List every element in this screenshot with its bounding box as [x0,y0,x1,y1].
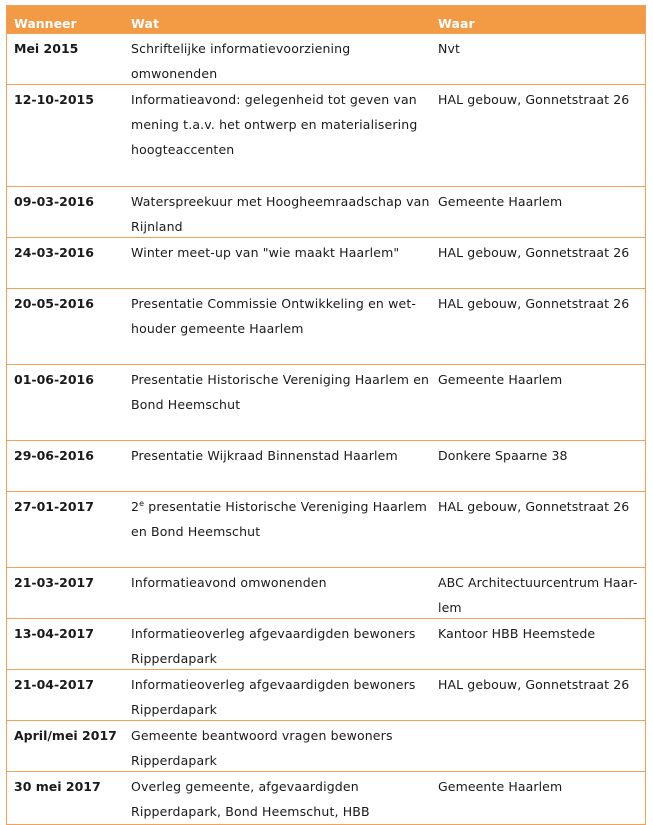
cell-wanneer: 29-06-2016 [14,448,94,463]
cell-wat: Informatieavond: gelegenheid tot geven van mening t.a.v. het ontwerp en materialisering hoogteaccenten [131,92,418,157]
cell-wat [123,492,431,544]
table-row [7,34,645,85]
cell-wanneer: 27-01-2017 [14,499,94,514]
cell-wat: Winter meet-up van "wie maakt Haarlem" [131,245,400,260]
cell-wat: Informatieoverleg afgevaardigden bewoners Ripperdapark [131,677,416,717]
cell-wat: Presentatie Commissie Ontwikkeling en wet-houder gemeente Haarlem [131,296,417,336]
cell-wanneer: 09-03-2016 [14,194,94,209]
cell-wanneer: 30 mei 2017 [14,779,101,794]
cell-waar [431,721,645,723]
table-row [7,568,645,619]
cell-wanneer: 13-04-2017 [14,626,94,641]
cell-waar: ABC Architectuurcentrum Haar-lem [438,575,638,615]
ordinal-suffix: e [139,498,145,508]
cell-waar: HAL gebouw, Gonnetstraat 26 [438,245,630,260]
cell-wanneer: Mei 2015 [14,41,79,56]
cell-waar: Gemeente Haarlem [438,779,563,794]
cell-wat: Presentatie Historische Vereniging Haarlem en Bond Heemschut [131,372,430,412]
cell-wat: Waterspreekuur met Hoogheemraadschap van Rijnland [131,194,430,234]
header-wat: Wat [131,16,160,31]
cell-waar: HAL gebouw, Gonnetstraat 26 [438,677,630,692]
cell-waar: HAL gebouw, Gonnetstraat 26 [438,499,630,514]
cell-wat: Overleg gemeente, afgevaardigden Ripperdapark, Bond Heemschut, HBB [131,779,370,819]
cell-wat: Schriftelijke informatievoorziening omwonenden [131,41,351,81]
table-row [7,721,645,772]
cell-wanneer: 01-06-2016 [14,372,94,387]
cell-waar: Nvt [438,41,460,56]
table-row [7,365,645,441]
header-waar: Waar [438,16,475,31]
cell-wanneer: 12-10-2015 [14,92,94,107]
cell-wat: Informatieoverleg afgevaardigden bewoners Ripperdapark [131,626,416,666]
cell-wat: Informatieavond omwonenden [131,575,327,590]
table-row [7,441,645,492]
cell-wanneer: April/mei 2017 [14,728,117,743]
events-table [6,5,646,825]
table-row [7,289,645,365]
table-row [7,492,645,568]
cell-waar: Donkere Spaarne 38 [438,448,568,463]
header-wanneer: Wanneer [14,16,77,31]
table-row [7,670,645,721]
cell-wanneer: 20-05-2016 [14,296,94,311]
cell-wat: Gemeente beantwoord vragen bewoners Ripperdapark [131,728,393,768]
cell-wat-text: presentatie Historische Vereniging Haarlem en Bond Heemschut [131,499,427,539]
cell-wanneer: 24-03-2016 [14,245,94,260]
cell-wat: Presentatie Wijkraad Binnenstad Haarlem [131,448,398,463]
cell-waar: Gemeente Haarlem [438,194,563,209]
table-header [7,6,645,34]
table-row [7,772,645,824]
table-row [7,619,645,670]
table-row [7,85,645,187]
cell-waar: Gemeente Haarlem [438,372,563,387]
cell-waar: Kantoor HBB Heemstede [438,626,596,641]
ordinal-number: 2 [131,499,140,514]
cell-waar: HAL gebouw, Gonnetstraat 26 [438,92,630,107]
table-row [7,187,645,238]
table-row [7,238,645,289]
cell-waar: HAL gebouw, Gonnetstraat 26 [438,296,630,311]
cell-wanneer: 21-03-2017 [14,575,94,590]
cell-wanneer: 21-04-2017 [14,677,94,692]
